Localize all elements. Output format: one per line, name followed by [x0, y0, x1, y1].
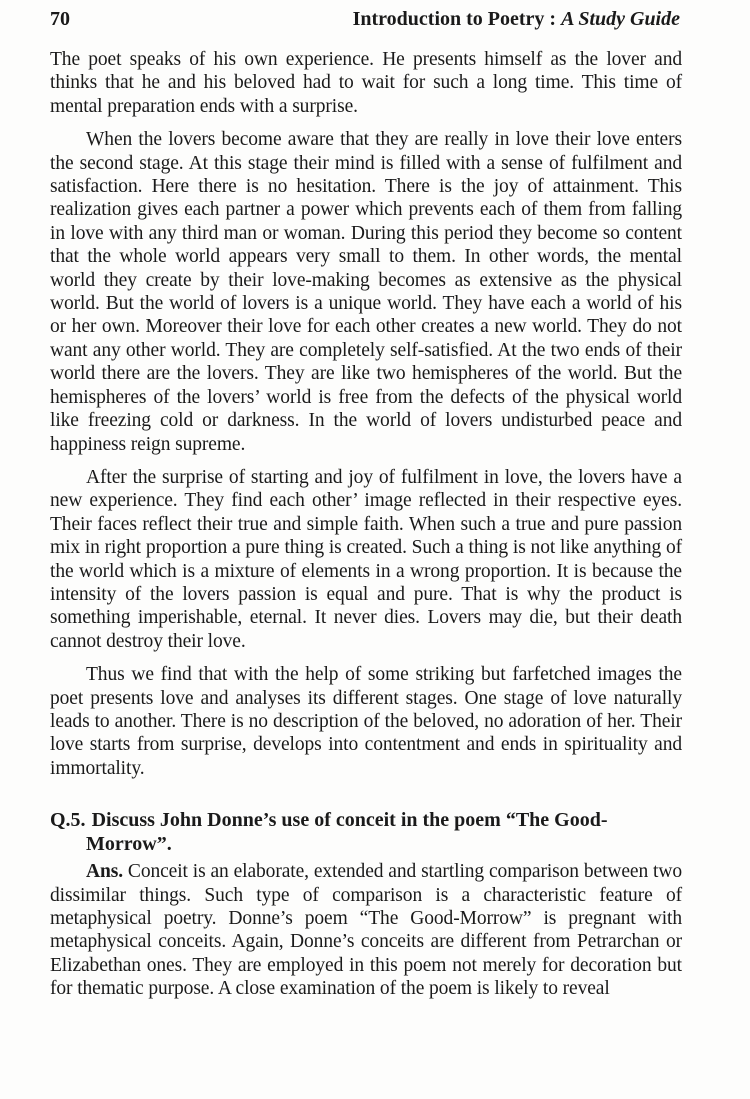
- paragraph-poet-experience: The poet speaks of his own experience. He presents himself as the lover and thinks that he and his beloved had to wait for such a long time. This time of mental preparation ends with a surprise.: [50, 49, 682, 117]
- question-number: Q.5.: [50, 809, 86, 832]
- paragraph-second-stage: When the lovers become aware that they are really in love their love enters the second stage. At this stage their mind is filled with a sense of fulfilment and satisfaction. Here there is no hesitation. There is the joy of attainment. This realization gives each partner a power which prevents each of them from falling in love with any third man or woman. During this period they become so content that the whole world appears very small to them. In other words, the mental world they create by their love-making becomes as extensive as the physical world. But the world of lovers is a unique world. They have each a world of his or her own. Moreover their love for each other creates a new world. They do not want any other world. They are completely self-satisfied. At the two ends of their world there are the lovers. They are like two hemispheres of the world. But the hemispheres of the lovers’ world is free from the defects of the physical world like freezing cold or darkness. In the world of lovers undisturbed peace and happiness reign supreme.: [50, 129, 682, 455]
- answer-paragraph: [50, 860, 682, 1000]
- paragraph-new-experience: After the surprise of starting and joy of fulfilment in love, the lovers have a new experience. They find each other’ image reflected in their respective eyes. Their faces reflect their true and simple faith. When such a true and pure passion mix in right proportion a pure thing is created. Such a thing is not like anything of the world which is a mixture of elements in a wrong proportion. It is because the intensity of the lovers passion is equal and pure. That is why the product is something imperishable, eternal. It never dies. Lovers may die, but their death cannot destroy their love.: [50, 466, 682, 652]
- paragraph-conclusion: Thus we find that with the help of some striking but farfetched images the poet presents love and analyses its different stages. One stage of love naturally leads to another. There is no description of the beloved, no adoration of her. Their love starts from surprise, develops into contentment and ends in spirituality and immortality.: [50, 664, 682, 779]
- book-subtitle: A Study Guide: [561, 8, 680, 30]
- answer-label: Ans.: [86, 861, 123, 883]
- page-body: [50, 48, 682, 1011]
- book-title: [353, 6, 680, 32]
- question-heading: [50, 808, 682, 856]
- running-head: [50, 6, 680, 32]
- answer-text: Conceit is an elaborate, extended and startling comparison between two dissimilar things. Such type of comparison is a characteristic feature of metaphysical poetry. Donne’s poem “The Good-Morrow” is pregnant with metaphysical conceits. Again, Donne’s conceits are different from Petrarchan or Elizabethan ones. They are employed in this poem not merely for decoration but for thematic purpose. A close examination of the poem is likely to reveal: [50, 861, 682, 1000]
- question-text: Discuss John Donne’s use of conceit in the poem “The Good-Morrow”.: [86, 809, 608, 856]
- page-number: 70: [50, 8, 70, 30]
- book-title-main: Introduction to Poetry :: [352, 8, 562, 30]
